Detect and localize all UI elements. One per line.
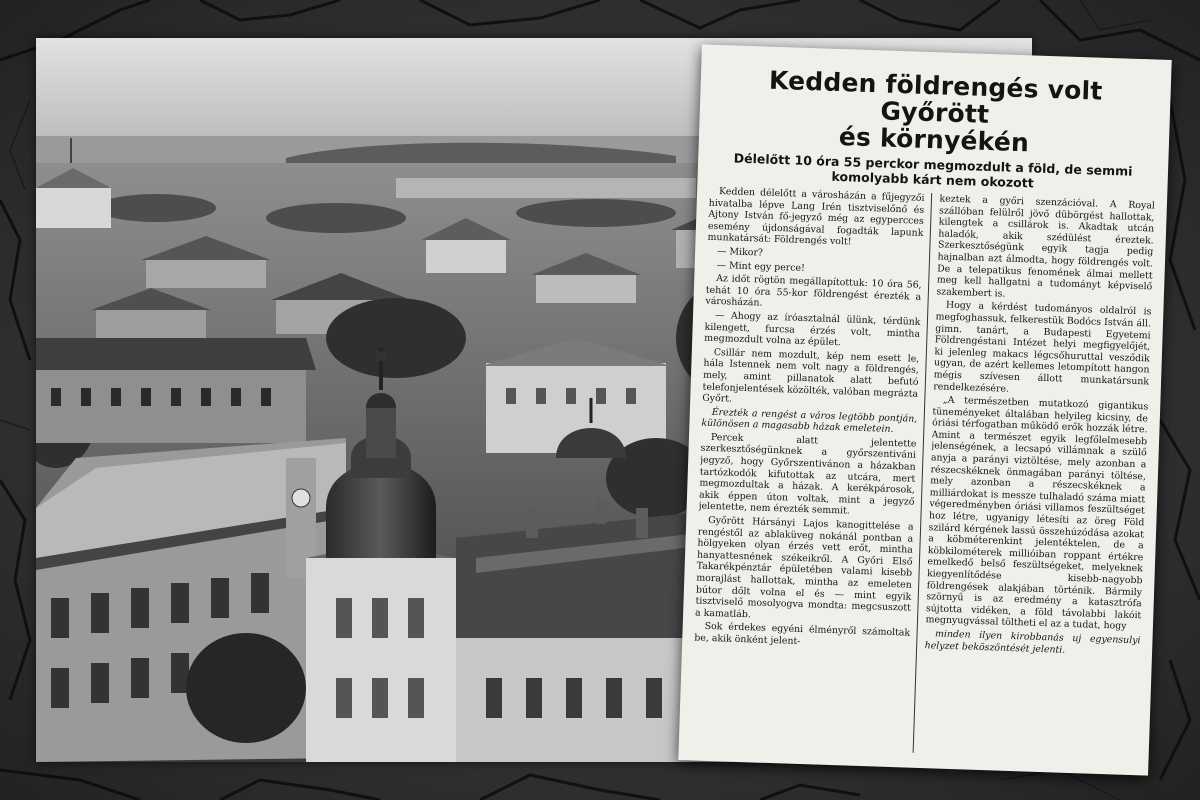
left-paragraph-6: Csillár nem mozdult, kép nem esett le, hála Istennek nem volt nagy a földrengés, mely, amint pillanatok alatt befutó telefonjelentések közölték, valóban megrázta Győrt.	[702, 346, 920, 405]
right-paragraph-3: „A természetben mutatkozó gigantikus tüneményeket általában helyileg kicsiny, de óriási térfogatban működő erők hozzák létre. Amint a természet egyik legfőlelmesebb jelenségének, a lecsapó villámnak a szülő anyja a parányi viztöltése, mely azonban a részecskéknek önmagában parányi töltése, mely azonban a részecskéknek a milliárdokat is messze tulhaladó száma miatt végeredményben óriási villamos feszültséget hoz létre, ugyanigy létesíti az öreg Föld szilárd kérgének lassú összehúzódása azokat a köbméterenkint jelentéktelen, de a köbkilométerek millióiban roppant értékre emelkedő belső feszültségeket, melyeknek kiegyenlítődése kisebb-nagyobb földrengések alakjában történik. Bármily szörnyű is az eredmény a katasztrófa sújtotta vidéken, a föld távolabbi lakóit megnyugvással töltheti el az a tudat, hogy	[925, 394, 1149, 633]
headline-line-1: Kedden földrengés volt Győrött	[768, 65, 1103, 129]
left-paragraph-5: — Ahogy az íróasztalnál ülünk, térdünk kilengett, furcsa érzés volt, mintha megmozdult volna az épület.	[704, 309, 921, 349]
left-paragraph-2: — Mikor?	[716, 245, 764, 259]
right-paragraph-2: Hogy a kérdést tudományos oldalról is megfoghassuk, felkerestük Bodócs István áll. gimn. tanárt, a Budapesti Egyetemi Földrengéstani Intézet helyi megfigyelőjét, ki jelenleg makacs légcsőhuruttal vesződik ugyan, de azért kellemes letompított hangon mégis szívesen állott munkatársunk rendelkezésére.	[933, 299, 1152, 395]
article-subheadline: Délelőtt 10 óra 55 perckor megmozdult a föld, de semmi komolyabb kárt nem okozott	[733, 150, 1133, 191]
right-paragraph-1: keztek a győri szenzációval. A Royal szállóban felülről jövő dübörgést hallottak, kilengtek a csillárok is. Akadtak utcán haladók, akik szédülést éreztek. Szerkesztőségünk egyik tagja pedig hajnalban azt álmodta, hogy földrengés volt. De a telepatikus fenomének álmai mellett meg kell hallgatni a tudományt képviselő szakembert is.	[936, 193, 1156, 300]
article-left-column	[691, 186, 932, 753]
article-right-column	[921, 193, 1155, 760]
right-paragraph-4: minden ilyen kirobbanás uj egyensulyi helyzet beköszöntését jelenti.	[924, 628, 1141, 656]
headline-line-2: és környékén	[838, 122, 1030, 158]
left-paragraph-9: Győrött Hársányi Lajos kanogittelése a rengéstől az ablaküveg nokánál pontban a hölgyeken olyan érzés vett erőt, mintha hanyattesnének székeikről. A Győri Első Takarékpénztár épületében valami kisebb morajlást hallottak, mintha az emeleten bútor dőlt volna el és — mint egyik tisztviselő mosolyogva mondta: megcsuszott a kamatláb.	[694, 514, 914, 621]
left-paragraph-1: Kedden délelőtt a városházán a fűjegyzői hivatalba lépve Lang Irén tisztviselőnő és Ajtony István fő-jegyző még az egypercces esemény újdonságával fogadták lapunk munkatársát: Földrengés volt!	[707, 186, 925, 248]
newspaper-clipping	[678, 44, 1171, 775]
left-paragraph-10: Sok érdekes egyéni élményről számoltak be, akik önként jelent-	[694, 621, 911, 647]
left-paragraph-4: Az időt rögtön megállapítottuk: 10 óra 56, tehát 10 óra 55-kor földrengést érezték a városházán.	[705, 273, 922, 309]
article-headline	[711, 65, 1159, 161]
left-paragraph-3: — Mint egy perce!	[716, 259, 805, 274]
left-paragraph-7: Érezték a rengést a város legtöbb pontján, különösen a magasabb házak emeletein.	[701, 406, 918, 436]
left-paragraph-8: Percek alatt jelentette szerkesztőségünknek a győrszentiváni jegyző, hogy Győrszentivánon a házakban tartózkodók kifutottak az utcára, mert megmozdultak a házak. A kerékpárosok, akik éppen úton voltak, mint a jegyző jelentette, nem érezték semmit.	[698, 431, 917, 517]
article-body	[691, 186, 1155, 760]
